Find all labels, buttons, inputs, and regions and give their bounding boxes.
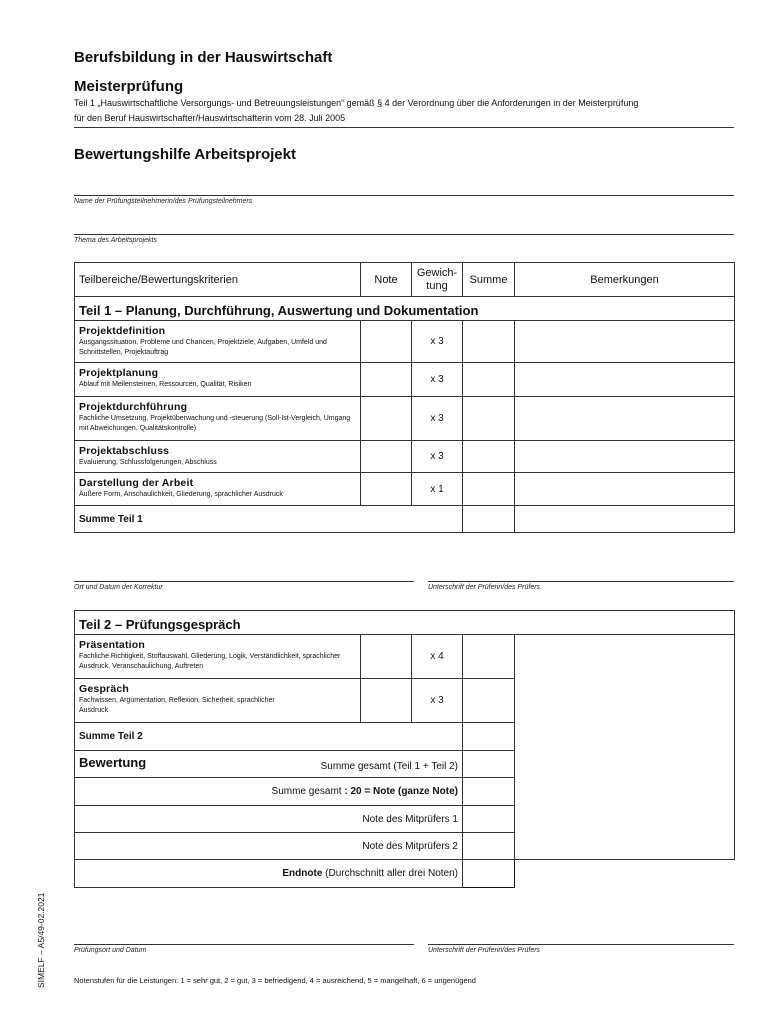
criterion-cell (75, 679, 361, 723)
weight-cell: x 1 (412, 473, 463, 506)
grade-scale-note: Notenstufen für die Leistungen: 1 = sehr gut, 2 = gut, 3 = befriedigend, 4 = ausreichend, 5 = mangelhaft, 6 = ungenügend (74, 976, 476, 985)
weight-cell: x 3 (412, 363, 463, 397)
total-sum-label: Summe gesamt (Teil 1 + Teil 2) (320, 761, 458, 772)
examiner-signature-label: Unterschrift der Prüferin/des Prüfers (428, 584, 541, 591)
criterion-cell (75, 321, 361, 363)
criterion-cell (75, 473, 361, 506)
weight-cell: x 4 (412, 635, 463, 679)
table-row (75, 473, 735, 506)
total-note-bold: : 20 = Note (ganze Note) (344, 786, 458, 797)
table-row (75, 635, 735, 679)
criterion-description: Ablauf mit Meilensteinen, Ressourcen, Qualität, Risiken (79, 381, 252, 388)
criterion-description: Äußere Form, Anschaulichkeit, Gliederung, sprachlicher Ausdruck (79, 491, 283, 498)
part1-sum-label: Summe Teil 1 (75, 506, 463, 533)
part2-table (74, 610, 735, 888)
sum-cell[interactable] (463, 321, 515, 363)
co-examiner2-cell[interactable] (463, 833, 515, 860)
note-cell[interactable] (361, 321, 412, 363)
criterion-title: Projektdefinition (79, 325, 166, 337)
correction-date-label: Ort und Datum der Korrektur (74, 584, 163, 591)
final-signature-label: Unterschrift der Prüferin/des Prüfers (428, 947, 541, 954)
remarks-header: Bemerkungen (515, 263, 735, 297)
criterion-cell (75, 363, 361, 397)
sum-header: Summe (463, 263, 515, 297)
note-cell[interactable] (361, 441, 412, 473)
criterion-description: Ausgangssituation, Probleme und Chancen, Projektziele, Aufgaben, Umfeld und Schnittstellen, Projektauftrag (79, 339, 327, 356)
note-cell[interactable] (361, 363, 412, 397)
criterion-title: Projektplanung (79, 367, 159, 379)
weight-header-line1: Gewich- (416, 266, 458, 279)
remarks-cell[interactable] (515, 441, 735, 473)
total-note-cell[interactable] (463, 778, 515, 806)
sum-cell[interactable] (463, 635, 515, 679)
criterion-description: Evaluierung, Schlussfolgerungen, Abschluss (79, 459, 217, 466)
sum-cell[interactable] (463, 679, 515, 723)
sum-cell[interactable] (463, 473, 515, 506)
table-header-row (75, 263, 735, 297)
co-examiner2-label: Note des Mitprüfers 2 (75, 833, 463, 860)
table-row (75, 321, 735, 363)
form-code: SIMELF – A5/49-02.2021 (36, 892, 46, 988)
criterion-title: Präsentation (79, 639, 145, 651)
sum-cell[interactable] (463, 441, 515, 473)
criteria-header: Teilbereiche/Bewertungskriterien (75, 263, 361, 297)
criterion-description: Fachliche Richtigkeit, Stoffauswahl, Gliederung, Logik, Verständlichkeit, sprachlicher Ausdruck, Veranschaulichung, Auftreten (79, 653, 341, 670)
criterion-title: Darstellung der Arbeit (79, 477, 194, 489)
note-cell[interactable] (361, 679, 412, 723)
part2-sum-label: Summe Teil 2 (75, 723, 463, 751)
criterion-title: Gespräch (79, 683, 130, 695)
note-cell[interactable] (361, 397, 412, 441)
note-cell[interactable] (361, 635, 412, 679)
part1-heading: Teil 1 – Planung, Durchführung, Auswertung und Dokumentation (75, 297, 735, 321)
criterion-cell (75, 441, 361, 473)
part2-sum-cell[interactable] (463, 723, 515, 751)
weight-header-line2: tung (426, 279, 448, 292)
form-title: Bewertungshilfe Arbeitsprojekt (74, 146, 296, 163)
final-grade-cell[interactable] (463, 860, 515, 888)
header-title: Berufsbildung in der Hauswirtschaft (74, 49, 333, 66)
header-divider (74, 127, 734, 128)
subtitle-line-1: Teil 1 „Hauswirtschaftliche Versorgungs- und Betreuungsleistungen“ gemäß § 4 der Verordnung über die Anforderungen in der Meisterprüfung (74, 98, 639, 108)
final-grade-label (75, 860, 463, 888)
criterion-cell (75, 635, 361, 679)
weight-cell: x 3 (412, 441, 463, 473)
table-row (75, 363, 735, 397)
part2-heading: Teil 2 – Prüfungsgespräch (75, 611, 735, 635)
topic-field-label: Thema des Arbeitsprojekts (74, 237, 157, 244)
weight-header (412, 263, 463, 297)
part1-sum-row (75, 506, 735, 533)
subtitle-line-2: für den Beruf Hauswirtschafter/Hauswirtschafterin vom 28. Juli 2005 (74, 113, 346, 123)
note-header: Note (361, 263, 412, 297)
correction-date-line[interactable] (74, 581, 414, 582)
final-grade-row (75, 860, 735, 888)
final-grade-rest: (Durchschnitt aller drei Noten) (322, 868, 458, 879)
final-grade-blank (515, 860, 735, 888)
criterion-title: Projektabschluss (79, 445, 170, 457)
sum-cell[interactable] (463, 363, 515, 397)
part2-heading-row (75, 611, 735, 635)
sum-cell[interactable] (463, 397, 515, 441)
criterion-cell (75, 397, 361, 441)
name-field-label: Name der Prüfungsteilnehmerin/des Prüfungsteilnehmers (74, 198, 253, 205)
total-note-label (75, 778, 463, 806)
evaluation-label: Bewertung (79, 755, 147, 770)
total-note-prefix: Summe gesamt (271, 786, 345, 797)
exam-title: Meisterprüfung (74, 78, 184, 95)
remarks-cell[interactable] (515, 321, 735, 363)
remarks-cell[interactable] (515, 473, 735, 506)
remarks-cell[interactable] (515, 363, 735, 397)
exam-place-date-label: Prüfungsort und Datum (74, 947, 147, 954)
table-row (75, 397, 735, 441)
co-examiner1-cell[interactable] (463, 806, 515, 833)
final-grade-bold: Endnote (282, 868, 323, 879)
co-examiner1-label: Note des Mitprüfers 1 (75, 806, 463, 833)
evaluation-total-cell (75, 751, 463, 778)
weight-cell: x 3 (412, 397, 463, 441)
remarks-cell[interactable] (515, 397, 735, 441)
name-field-line[interactable] (74, 195, 734, 196)
total-sum-cell[interactable] (463, 751, 515, 778)
remarks-cell[interactable] (515, 635, 735, 860)
weight-cell: x 3 (412, 321, 463, 363)
weight-cell: x 3 (412, 679, 463, 723)
criterion-description: Fachwissen, Argumentation, Reflexion, Sicherheit, sprachlicher Ausdruck (79, 697, 275, 714)
final-signature-line[interactable] (428, 944, 734, 945)
examiner-signature-line[interactable] (428, 581, 734, 582)
part1-sum-cell[interactable] (463, 506, 515, 533)
exam-place-date-line[interactable] (74, 944, 414, 945)
exam-subtitle (74, 96, 734, 126)
part1-table (74, 262, 735, 533)
topic-field-line[interactable] (74, 234, 734, 235)
part1-sum-remarks[interactable] (515, 506, 735, 533)
table-row (75, 441, 735, 473)
criterion-title: Projektdurchführung (79, 401, 188, 413)
part1-heading-row (75, 297, 735, 321)
criterion-description: Fachliche Umsetzung, Projektüberwachung und -steuerung (Soll-Ist-Vergleich, Umgang mit Abweichungen, Qualitätskontrolle) (79, 415, 351, 432)
note-cell[interactable] (361, 473, 412, 506)
